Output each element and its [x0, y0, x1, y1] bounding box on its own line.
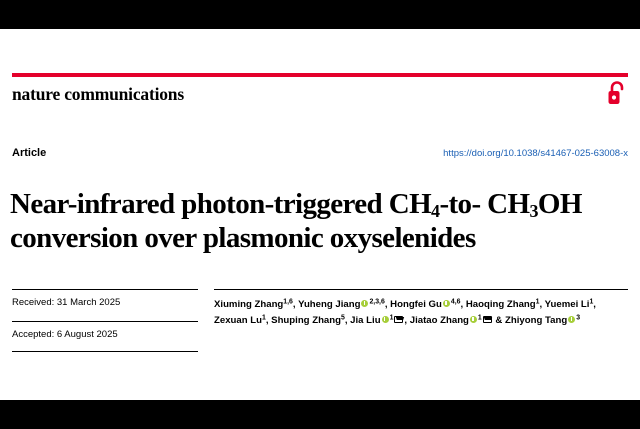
affiliation-superscript: 2,3,6 — [369, 298, 385, 306]
author-name: Jiatao Zhang — [409, 314, 469, 326]
page-title — [10, 188, 630, 256]
title-line-3: oxyselenides — [329, 222, 476, 255]
dates-divider-top — [12, 289, 198, 290]
affiliation-superscript: 1 — [477, 314, 482, 322]
author-name: Yuemei Li — [544, 299, 590, 310]
orcid-icon[interactable] — [443, 300, 450, 307]
email-icon[interactable] — [394, 316, 403, 323]
orcid-icon[interactable] — [470, 316, 477, 323]
author-name: Yuheng Jiang — [298, 299, 361, 310]
journal-masthead: nature communications — [12, 84, 184, 104]
received-date: Received: 31 March 2025 — [12, 297, 121, 308]
authors-divider — [214, 289, 628, 290]
dates-divider-bottom — [12, 351, 198, 352]
author-name: Xiuming Zhang — [214, 299, 284, 310]
author-name: Jia Liu — [350, 314, 381, 326]
affiliation-superscript: 1 — [261, 314, 266, 322]
affiliation-superscript: 1 — [535, 298, 540, 306]
journal-page — [0, 29, 640, 400]
affiliation-superscript: 4,6 — [450, 298, 461, 306]
dates-divider-middle — [12, 321, 198, 322]
title-line-2-a: CH — [487, 188, 530, 221]
author-line-2: Zexuan Lu$^1$, Shuping Zhang$^5$, Jia Liu $^1$ , Jiatao Zhang $^1$ & Zhiyong Tang $^3$ — [214, 314, 581, 326]
title-line-2-b: OH conversion over plasmonic — [10, 188, 582, 255]
title-line-2-sub: 3 — [529, 201, 538, 222]
orcid-icon[interactable] — [382, 316, 389, 323]
title-line-1-sub: 4 — [431, 201, 440, 222]
orcid-icon[interactable] — [361, 300, 368, 307]
author-list — [214, 297, 632, 329]
author-name: Zhiyong Tang — [505, 314, 568, 326]
author-name: Haoqing Zhang — [465, 299, 536, 310]
author-name: Hongfei Gu — [390, 299, 442, 310]
open-access-lock-icon — [606, 79, 628, 107]
article-meta-row — [12, 147, 628, 161]
brand-rule — [12, 73, 628, 77]
doi-link[interactable]: https://doi.org/10.1038/s41467-025-63008-x — [443, 148, 628, 159]
orcid-icon[interactable] — [568, 316, 575, 323]
author-name: Zexuan Lu — [214, 314, 262, 326]
author-line-1: Xiuming Zhang$^{1,6}$, Yuheng Jiang $^{2,3,6}$, Hongfei Gu $^{4,6}$, Haoqing Zhang$^1$, Yuemei Li$^1$, — [214, 298, 596, 310]
affiliation-superscript: 3 — [576, 314, 581, 322]
affiliation-superscript: 1,6 — [283, 298, 293, 306]
accepted-date: Accepted: 6 August 2025 — [12, 329, 118, 340]
affiliation-superscript: 5 — [340, 314, 345, 322]
title-line-1-a: Near-infrared photon-triggered CH — [10, 188, 432, 221]
article-type-label: Article — [12, 147, 47, 159]
author-name: Shuping Zhang — [271, 314, 341, 326]
email-icon[interactable] — [483, 316, 492, 323]
title-line-1-b: -to- — [439, 188, 481, 221]
affiliation-superscript: 1 — [389, 314, 394, 322]
affiliation-superscript: 1 — [589, 298, 594, 306]
